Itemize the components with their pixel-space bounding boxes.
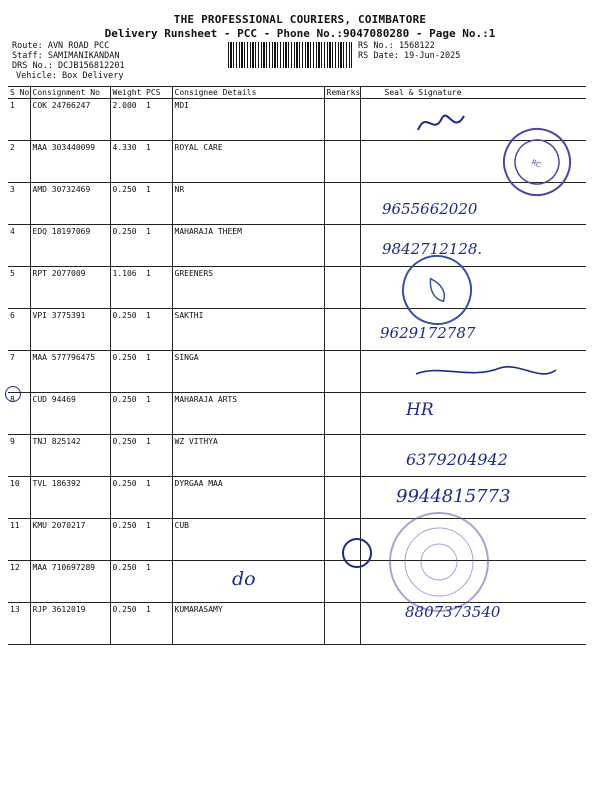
table-header-row — [8, 87, 586, 99]
cell-sno: 13 — [8, 603, 30, 645]
cell-consignment: MAA 710697289 — [30, 561, 110, 603]
cell-consignee: KUMARASAMY — [172, 603, 324, 645]
cell-consignee: SAKTHI — [172, 309, 324, 351]
cell-consignee: ROYAL CARE — [172, 141, 324, 183]
cell-consignee: MDI — [172, 99, 324, 141]
cell-pcs: 1 — [144, 477, 172, 519]
cell-remarks — [324, 225, 360, 267]
cell-sno: 2 — [8, 141, 30, 183]
staff-line: Staff: SAMIMANIKANDAN — [12, 51, 120, 61]
cell-consignee: WZ VITHYA — [172, 435, 324, 477]
cell-pcs: 1 — [144, 309, 172, 351]
cell-sno: 3 — [8, 183, 30, 225]
cell-pcs: 1 — [144, 393, 172, 435]
cell-weight: 2.000 — [110, 99, 144, 141]
cell-sno: 9 — [8, 435, 30, 477]
header-remarks: Remarks — [324, 87, 360, 99]
cell-remarks — [324, 309, 360, 351]
cell-remarks — [324, 477, 360, 519]
cell-consignment: TNJ 825142 — [30, 435, 110, 477]
handwriting-row-13: 8807373540 — [405, 603, 501, 621]
bank-stamp — [389, 512, 489, 612]
header-weight: Weight — [110, 87, 144, 99]
cell-sno: 1 — [8, 99, 30, 141]
cell-sno: 8 — [8, 393, 30, 435]
cell-consignment: MAA 577796475 — [30, 351, 110, 393]
vehicle-line: Vehicle: Box Delivery — [16, 71, 124, 81]
cell-consignee: MAHARAJA THEEM — [172, 225, 324, 267]
cell-sno: 11 — [8, 519, 30, 561]
cell-signature — [360, 393, 586, 435]
cell-consignment: VPI 3775391 — [30, 309, 110, 351]
cell-weight: 1.106 — [110, 267, 144, 309]
cell-pcs: 1 — [144, 225, 172, 267]
cell-pcs: 1 — [144, 351, 172, 393]
cell-consignment: RPT 2077009 — [30, 267, 110, 309]
cell-consignment: KMU 2070217 — [30, 519, 110, 561]
table-row — [8, 393, 586, 435]
header-consignee: Consignee Details — [172, 87, 324, 99]
cell-remarks — [324, 99, 360, 141]
header-signature: Seal & Signature — [360, 87, 586, 99]
table-row — [8, 183, 586, 225]
handwriting-row-4: 9842712128. — [382, 240, 483, 258]
cell-weight: 0.250 — [110, 561, 144, 603]
cell-consignment: CUD 94469 — [30, 393, 110, 435]
cell-consignee: GREENERS — [172, 267, 324, 309]
cell-weight: 0.250 — [110, 519, 144, 561]
cell-remarks — [324, 435, 360, 477]
header-sno: S No — [10, 88, 30, 97]
cell-weight: 0.250 — [110, 309, 144, 351]
cell-pcs: 1 — [144, 435, 172, 477]
cell-sno: 12 — [8, 561, 30, 603]
cell-pcs: 1 — [144, 99, 172, 141]
bank-seal-icon — [391, 514, 487, 610]
cell-consignment: EDQ 18197069 — [30, 225, 110, 267]
rs-info — [358, 41, 460, 61]
cell-weight: 0.250 — [110, 225, 144, 267]
circle-mark-icon — [342, 538, 372, 568]
cell-weight: 0.250 — [110, 603, 144, 645]
cell-pcs: 1 — [144, 267, 172, 309]
cell-pcs: 1 — [144, 603, 172, 645]
cell-weight: 0.250 — [110, 477, 144, 519]
cell-consignee: MAHARAJA ARTS — [172, 393, 324, 435]
table-row — [8, 225, 586, 267]
handwriting-row-3: 9655662020 — [382, 200, 478, 218]
signature-row-1-icon — [408, 106, 478, 140]
cell-sno: 10 — [8, 477, 30, 519]
route-info — [12, 41, 125, 81]
company-title: THE PROFESSIONAL COURIERS, COIMBATORE — [173, 13, 427, 26]
handwriting-row-10: 9944815773 — [396, 486, 511, 507]
cell-consignment: AMD 30732469 — [30, 183, 110, 225]
drs-line: DRS No.: DCJB156812201 — [12, 61, 125, 71]
cell-weight: 0.250 — [110, 183, 144, 225]
cell-remarks — [324, 351, 360, 393]
cell-weight: 4.330 — [110, 141, 144, 183]
handwriting-row-9-name: HR — [406, 400, 434, 420]
table-row — [8, 309, 586, 351]
cell-consignee: CUB — [172, 519, 324, 561]
cell-sno: 6 — [8, 309, 30, 351]
cell-pcs: 1 — [144, 561, 172, 603]
signature-row-7-icon — [410, 360, 560, 390]
runsheet-subtitle: Delivery Runsheet - PCC - Phone No.:9047080280 - Page No.:1 — [104, 27, 496, 40]
cell-remarks — [324, 267, 360, 309]
cell-sno: 4 — [8, 225, 30, 267]
cell-consignment: TVL 186392 — [30, 477, 110, 519]
barcode-image — [228, 42, 352, 68]
cell-weight: 0.250 — [110, 435, 144, 477]
cell-pcs: 1 — [144, 519, 172, 561]
route-line: Route: AVN ROAD PCC — [12, 41, 110, 51]
handwriting-row-9-phone: 6379204942 — [406, 450, 508, 469]
cell-remarks — [324, 603, 360, 645]
table-row — [8, 519, 586, 561]
cell-weight: 0.250 — [110, 351, 144, 393]
cell-consignment: COK 24766247 — [30, 99, 110, 141]
svg-text:RC: RC — [530, 158, 543, 170]
row-8-circle-icon — [5, 386, 21, 402]
cell-weight: 0.250 — [110, 393, 144, 435]
cell-consignment: MAA 303440099 — [30, 141, 110, 183]
cell-remarks — [324, 183, 360, 225]
cell-pcs: 1 — [144, 141, 172, 183]
rs-date: RS Date: 19-Jun-2025 — [358, 51, 461, 61]
cell-consignment: RJP 3612019 — [30, 603, 110, 645]
handwriting-row-6: 9629172787 — [380, 324, 476, 342]
cell-consignee: SINGA — [172, 351, 324, 393]
cell-sno: 5 — [8, 267, 30, 309]
cell-consignee: DYRGAA MAA — [172, 477, 324, 519]
cell-sno: 7 — [8, 351, 30, 393]
cell-remarks — [324, 141, 360, 183]
table-row — [8, 561, 586, 603]
cell-pcs: 1 — [144, 183, 172, 225]
table-row — [8, 267, 586, 309]
header-pcs: PCS — [144, 87, 172, 99]
rs-number: RS No.: 1568122 — [358, 41, 435, 51]
header-consignment: Consignment No — [30, 87, 110, 99]
cell-consignee: NR — [172, 183, 324, 225]
table-row — [8, 99, 586, 141]
handwriting-row-12-note: do — [232, 568, 256, 590]
cell-remarks — [324, 393, 360, 435]
